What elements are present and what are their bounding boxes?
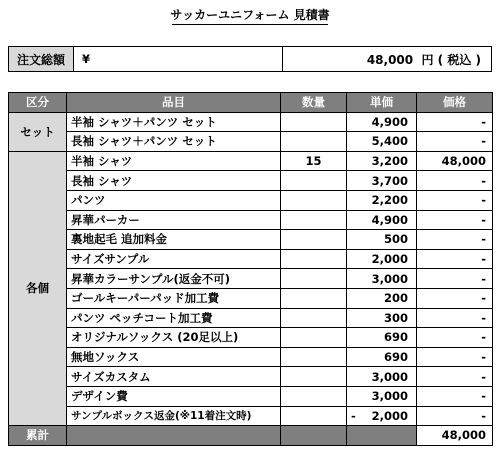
item-unit-price: 5,400 [347,132,417,152]
negative-value [351,407,408,425]
order-total-table [8,46,492,72]
footer-label: 累計 [9,426,67,446]
item-price: - [417,230,493,250]
item-qty[interactable] [281,386,347,406]
item-name: 昇華カラーサンプル(返金不可) [67,269,281,289]
item-price: - [417,249,493,269]
item-name: 無地ソックス [67,347,281,367]
item-price: - [417,269,493,289]
minus-sign: - [351,408,356,423]
item-qty[interactable] [281,406,347,426]
footer-row [9,426,493,446]
item-price: - [417,190,493,210]
header-item: 品目 [67,93,281,113]
table-row [9,367,493,387]
item-price: - [417,347,493,367]
item-price: - [417,112,493,132]
item-qty[interactable] [281,171,347,191]
item-name: 半袖 シャツ＋パンツ セット [67,112,281,132]
item-unit-price: 3,000 [347,367,417,387]
item-unit-price: 3,200 [347,151,417,171]
item-price: - [417,132,493,152]
table-row [9,210,493,230]
item-qty[interactable] [281,288,347,308]
item-unit-price: 500 [347,230,417,250]
item-price: - [417,171,493,191]
footer-amount: 48,000 [417,426,493,446]
table-row [9,347,493,367]
item-unit-price: 690 [347,328,417,348]
table-row [9,308,493,328]
item-name: 裏地起毛 追加料金 [67,230,281,250]
header-price: 価格 [417,93,493,113]
item-unit-price: 4,900 [347,112,417,132]
item-price: - [417,367,493,387]
header-qty: 数量 [281,93,347,113]
item-qty[interactable] [281,308,347,328]
footer-blank [347,426,417,446]
item-qty[interactable] [281,347,347,367]
item-qty[interactable] [281,112,347,132]
header-unit-price: 単価 [347,93,417,113]
table-row [9,386,493,406]
item-unit-price: 4,900 [347,210,417,230]
item-price: 48,000 [417,151,493,171]
table-row [9,328,493,348]
currency-text: ¥ [82,52,91,66]
item-qty[interactable] [281,230,347,250]
item-qty[interactable] [281,269,347,289]
item-qty[interactable] [281,190,347,210]
item-qty[interactable] [281,132,347,152]
item-name: 昇華パーカー [67,210,281,230]
item-unit-price: 3,700 [347,171,417,191]
item-unit-price: 690 [347,347,417,367]
item-name: サイズサンプル [67,249,281,269]
item-name: 長袖 シャツ＋パンツ セット [67,132,281,152]
item-name: 長袖 シャツ [67,171,281,191]
table-row [9,112,493,132]
item-qty[interactable] [281,367,347,387]
item-name: ゴールキーパーパッド加工費 [67,288,281,308]
table-row-refund [9,406,493,426]
order-total-unit: 円 ( 税込 ) [421,52,481,67]
item-qty[interactable] [281,328,347,348]
estimate-table [8,92,493,446]
table-row [9,190,493,210]
item-price: - [417,210,493,230]
item-unit-price: 2,000 [347,249,417,269]
item-unit-price: 3,000 [347,269,417,289]
category-set: セット [9,112,67,151]
item-name: パンツ [67,190,281,210]
currency-symbol [74,47,283,72]
order-total-amount [283,47,492,72]
document-title: サッカーユニフォーム 見積書 [170,8,330,22]
item-unit-price: 2,200 [347,190,417,210]
refund-value: 2,000 [371,408,408,423]
header-category: 区分 [9,93,67,113]
title-underline [172,24,328,25]
item-price: - [417,328,493,348]
header-row [9,93,493,113]
item-price: - [417,386,493,406]
table-row [9,171,493,191]
item-unit-price: 300 [347,308,417,328]
table-row [9,288,493,308]
item-price: - [417,406,493,426]
item-unit-price [347,406,417,426]
table-row [9,151,493,171]
category-each: 各個 [9,151,67,425]
table-row [9,269,493,289]
item-name: オリジナルソックス (20足以上) [67,328,281,348]
table-row [9,230,493,250]
footer-blank [67,426,281,446]
order-total-value: 48,000 [366,52,414,67]
item-name: パンツ ペッチコート加工費 [67,308,281,328]
item-qty[interactable] [281,249,347,269]
item-unit-price: 200 [347,288,417,308]
item-price: - [417,308,493,328]
item-name: サイズカスタム [67,367,281,387]
table-row [9,132,493,152]
item-qty[interactable] [281,210,347,230]
item-price: - [417,288,493,308]
footer-blank [281,426,347,446]
order-total-label: 注文総額 [9,47,74,72]
item-unit-price: 3,000 [347,386,417,406]
item-name: サンプルボックス返金(※11着注文時) [67,406,281,426]
item-qty[interactable]: 15 [281,151,347,171]
table-row [9,249,493,269]
item-name: デザイン費 [67,386,281,406]
item-name: 半袖 シャツ [67,151,281,171]
